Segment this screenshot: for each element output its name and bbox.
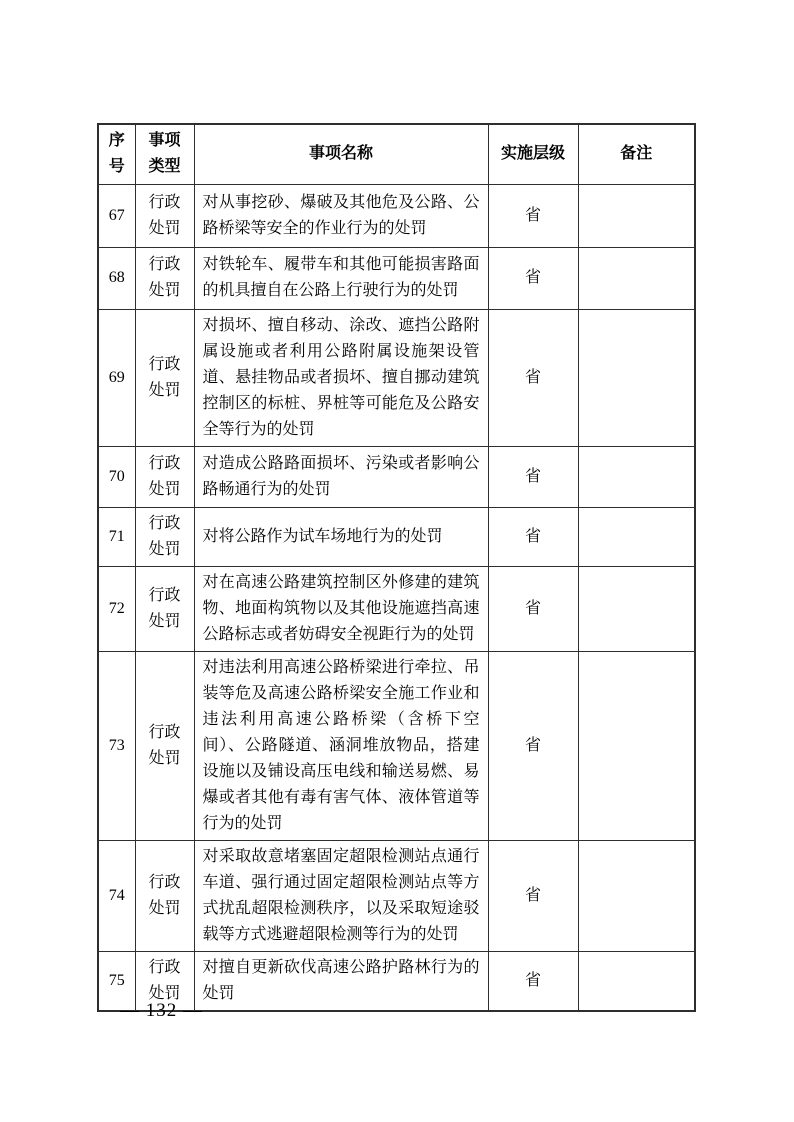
row-number: 71 [98,507,135,566]
item-name: 对擅自更新砍伐高速公路护路林行为的处罚 [194,951,488,1011]
item-type: 行政处罚 [135,446,194,507]
table-header [98,124,695,184]
row-number: 70 [98,446,135,507]
row-number: 69 [98,309,135,446]
remark [578,247,695,309]
row-number: 67 [98,184,135,247]
table-body [98,184,695,1011]
table-row [98,446,695,507]
item-type: 行政处罚 [135,566,194,651]
implementation-level: 省 [488,951,578,1011]
item-type: 行政处罚 [135,507,194,566]
implementation-level: 省 [488,184,578,247]
item-name: 对从事挖砂、爆破及其他危及公路、公路桥梁等安全的作业行为的处罚 [194,184,488,247]
item-name: 对造成公路路面损坏、污染或者影响公路畅通行为的处罚 [194,446,488,507]
item-name: 对损坏、擅自移动、涂改、遮挡公路附属设施或者利用公路附属设施架设管道、悬挂物品或者损坏、擅自挪动建筑控制区的标桩、界桩等可能危及公路安全等行为的处罚 [194,309,488,446]
item-type: 行政处罚 [135,840,194,951]
table-row [98,309,695,446]
item-name: 对采取故意堵塞固定超限检测站点通行车道、强行通过固定超限检测站点等方式扰乱超限检测秩序，以及采取短途驳载等方式逃避超限检测等行为的处罚 [194,840,488,951]
implementation-level: 省 [488,446,578,507]
implementation-level: 省 [488,651,578,840]
table-row [98,651,695,840]
row-number: 73 [98,651,135,840]
header-number-line2: 号 [108,158,125,176]
table-row [98,247,695,309]
item-name: 对在高速公路建筑控制区外修建的建筑物、地面构筑物以及其他设施遮挡高速公路标志或者妨碍安全视距行为的处罚 [194,566,488,651]
row-number: 72 [98,566,135,651]
item-type: 行政处罚 [135,951,194,1011]
item-name: 对违法利用高速公路桥梁进行牵拉、吊装等危及高速公路桥梁安全施工作业和违法利用高速公路桥梁（含桥下空间）、公路隧道、涵洞堆放物品，搭建设施以及铺设高压电线和输送易燃、易爆或者其他有毒有害气体、液体管道等行为的处罚 [194,651,488,840]
remark [578,651,695,840]
item-name: 对铁轮车、履带车和其他可能损害路面的机具擅自在公路上行驶行为的处罚 [194,247,488,309]
header-col-number [98,124,135,184]
implementation-level: 省 [488,566,578,651]
header-type-line2: 类型 [148,158,181,176]
items-table [97,123,696,1012]
remark [578,446,695,507]
implementation-level: 省 [488,309,578,446]
row-number: 74 [98,840,135,951]
table-row [98,840,695,951]
header-col-type [135,124,194,184]
table-row [98,507,695,566]
remark [578,309,695,446]
implementation-level: 省 [488,507,578,566]
page-number: — 132 — [120,1000,203,1021]
header-number-line1: 序 [108,132,125,150]
remark [578,951,695,1011]
implementation-level: 省 [488,247,578,309]
table-row [98,566,695,651]
item-type: 行政处罚 [135,309,194,446]
item-type: 行政处罚 [135,184,194,247]
header-col-remark: 备注 [578,124,695,184]
remark [578,840,695,951]
remark [578,566,695,651]
table-row [98,184,695,247]
header-type-line1: 事项 [148,132,181,150]
header-col-level: 实施层级 [488,124,578,184]
header-col-name: 事项名称 [194,124,488,184]
item-type: 行政处罚 [135,247,194,309]
remark [578,184,695,247]
item-type: 行政处罚 [135,651,194,840]
header-row [98,124,695,184]
row-number: 68 [98,247,135,309]
item-name: 对将公路作为试车场地行为的处罚 [194,507,488,566]
remark [578,507,695,566]
row-number: 75 [98,951,135,1011]
implementation-level: 省 [488,840,578,951]
